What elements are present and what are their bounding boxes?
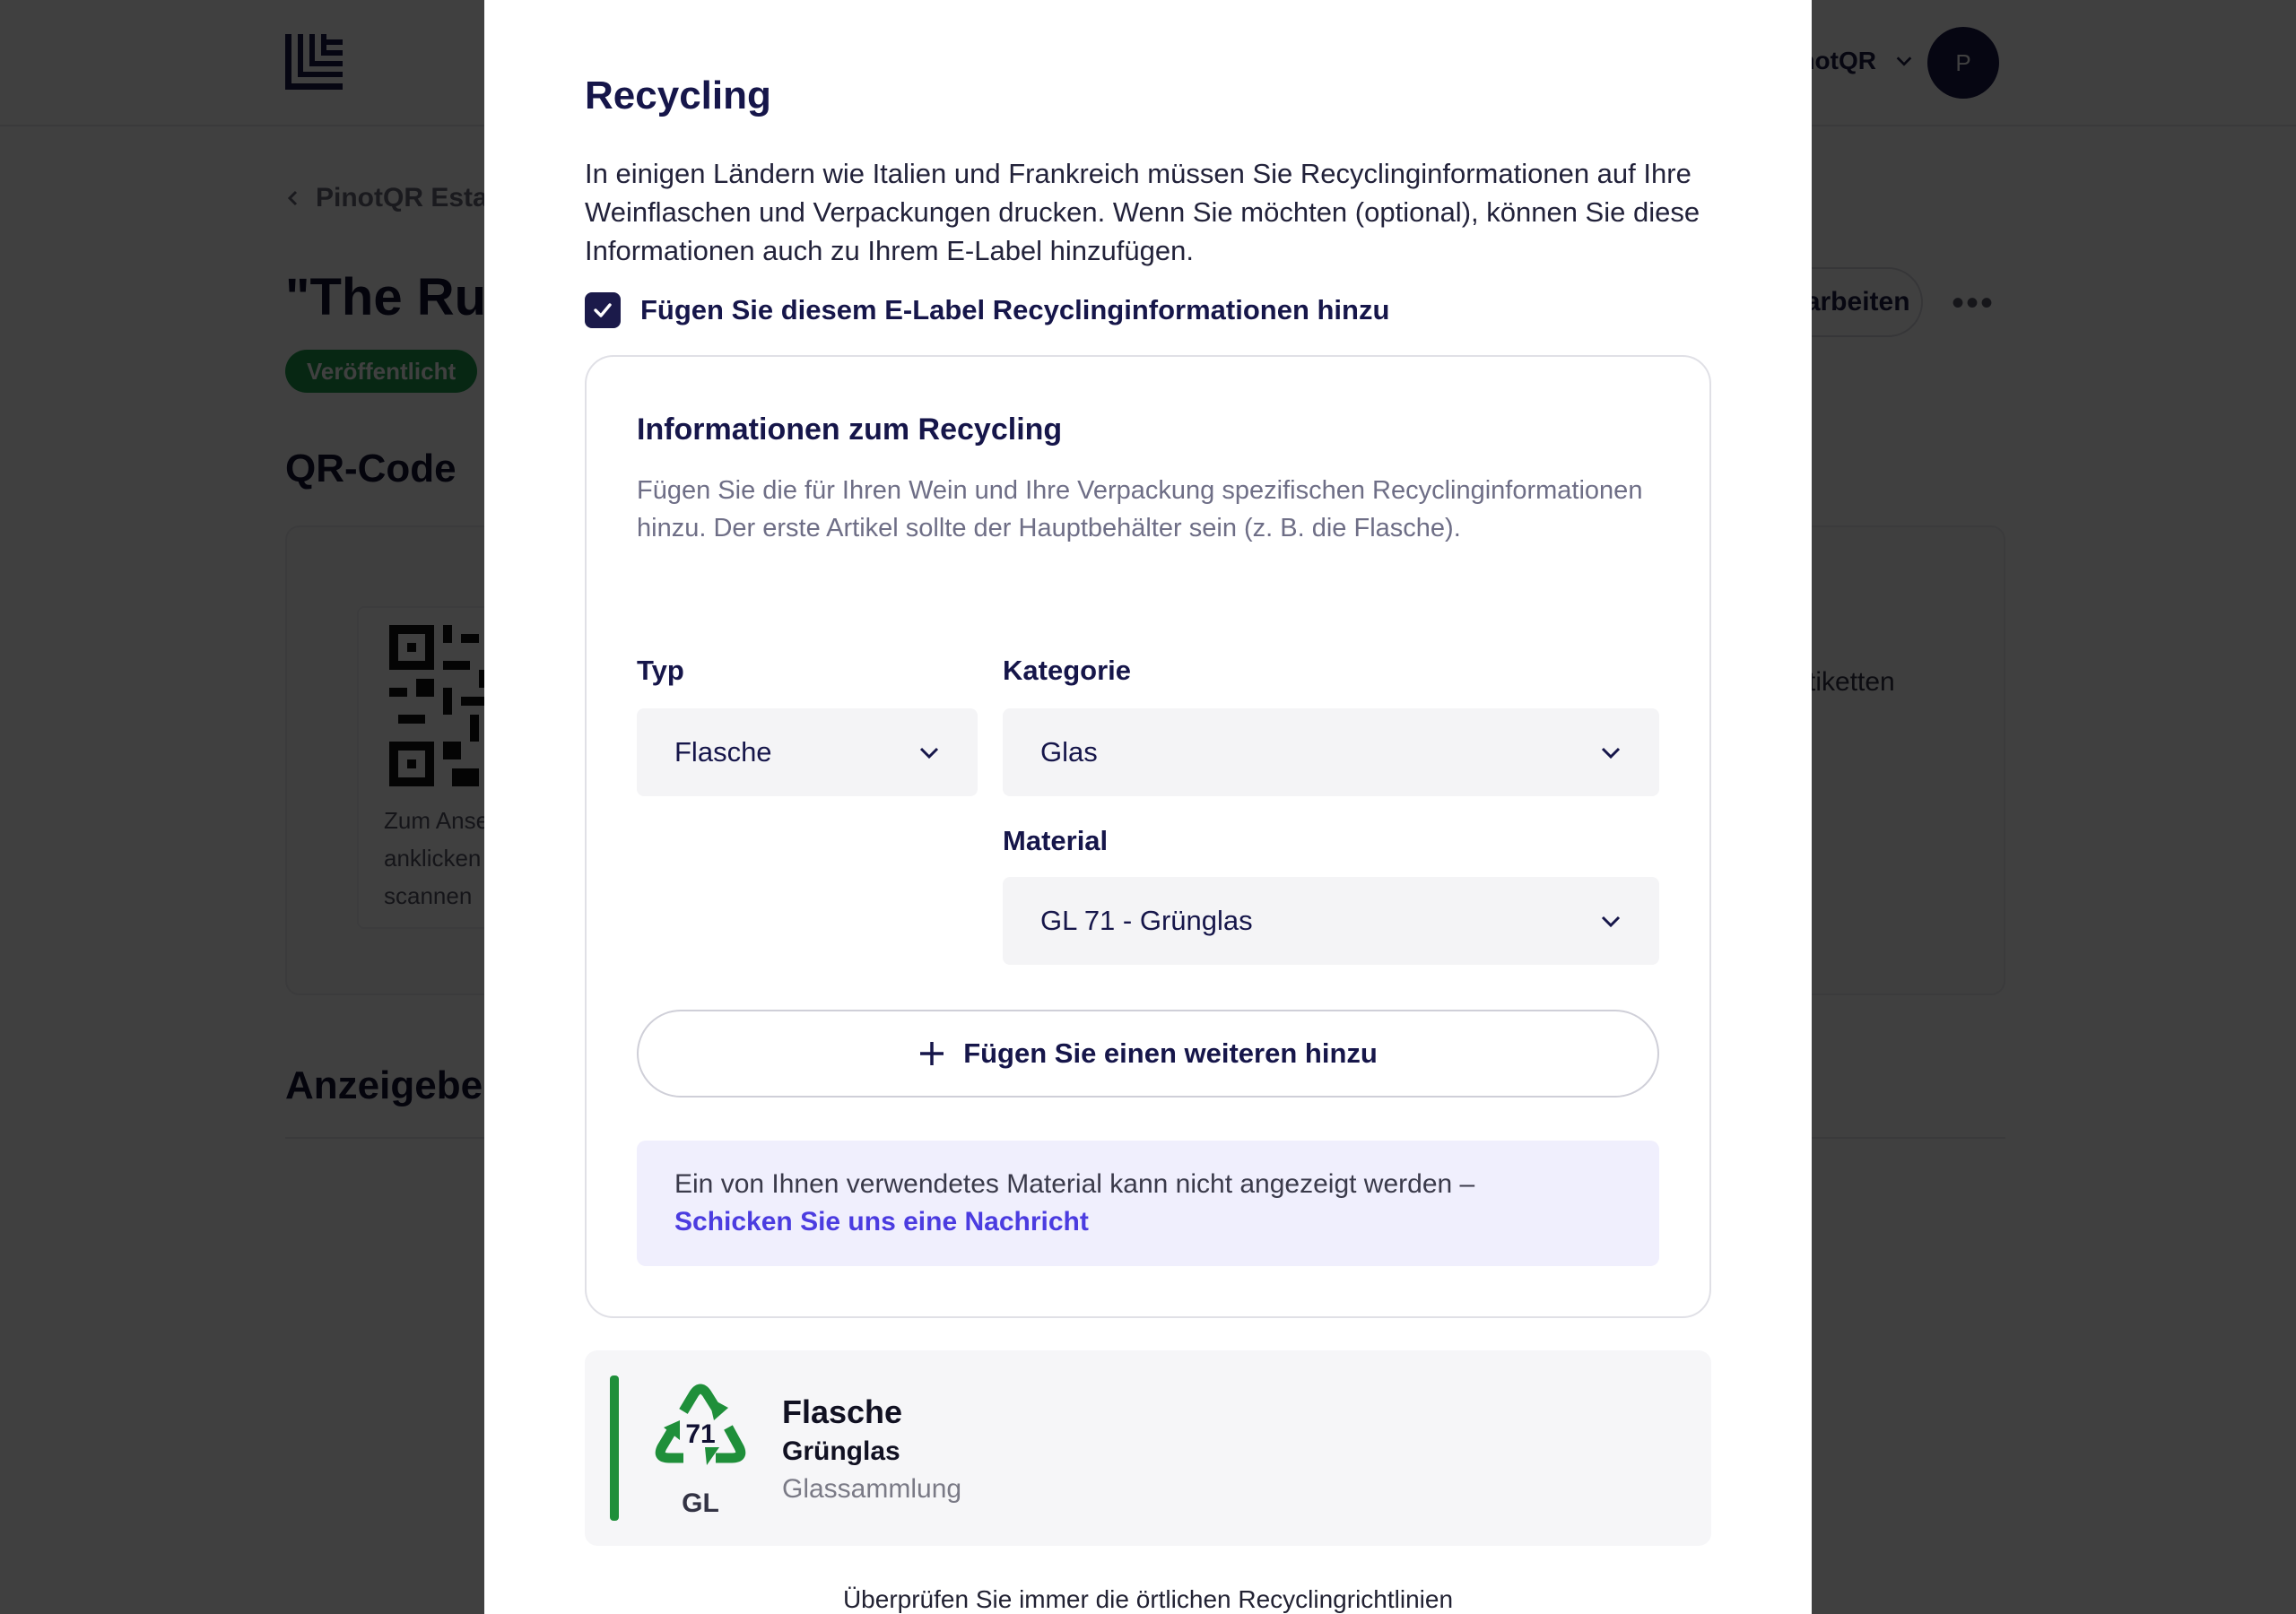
add-recycling-checkbox-row[interactable] [585, 292, 1389, 328]
recycling-guidelines-note: Überprüfen Sie immer die örtlichen Recyclingrichtlinien [842, 1585, 1454, 1613]
category-select-value: Glas [1040, 736, 1098, 768]
contact-us-link[interactable]: Schicken Sie uns eine Nachricht [674, 1207, 1089, 1237]
category-label: Kategorie [1003, 655, 1131, 686]
material-select-value: GL 71 - Grünglas [1040, 905, 1253, 936]
preview-material: Grünglas [782, 1436, 900, 1466]
chevron-down-icon [1598, 740, 1623, 765]
type-select-value: Flasche [674, 736, 772, 768]
chevron-down-icon [1598, 908, 1623, 933]
add-another-button[interactable] [637, 1010, 1659, 1098]
preview-collection: Glassammlung [782, 1474, 962, 1504]
section-description: Fügen Sie die für Ihren Wein und Ihre Verpackung spezifischen Recyclinginformationen hinzu. Der erste Artikel sollte der Hauptbehälter sein (z. B. die Flasche). [637, 476, 1643, 542]
preview-accent-bar [610, 1375, 619, 1521]
recycling-symbol-icon [642, 1375, 759, 1523]
modal-description: In einigen Ländern wie Italien und Frankreich müssen Sie Recyclinginformationen auf Ihre Weinflaschen und Verpackungen drucken. Wenn Sie möchten (optional), können Sie diese Informationen auch zu Ihrem E-Label hinzufügen. [585, 158, 1700, 266]
type-label: Typ [637, 655, 684, 686]
material-label: Material [1003, 825, 1109, 856]
preview-type: Flasche [782, 1393, 903, 1430]
notice-text: Ein von Ihnen verwendetes Material kann nicht angezeigt werden – [674, 1169, 1475, 1199]
checkmark-icon [591, 299, 614, 322]
modal-title: Recycling [585, 74, 771, 117]
recycling-preview-card [585, 1350, 1711, 1546]
add-recycling-checkbox[interactable] [585, 292, 621, 328]
category-select[interactable] [1003, 708, 1659, 796]
material-select[interactable] [1003, 877, 1659, 965]
add-recycling-checkbox-label[interactable]: Fügen Sie diesem E-Label Recyclinginformationen hinzu [640, 294, 1390, 325]
material-notice [637, 1141, 1659, 1266]
plus-icon [918, 1040, 945, 1067]
type-select[interactable] [637, 708, 978, 796]
add-another-label: Fügen Sie einen weiteren hinzu [963, 1037, 1378, 1069]
section-title: Informationen zum Recycling [637, 412, 1063, 447]
recycling-modal [484, 0, 1812, 1614]
recycling-symbol-number: 71 [685, 1419, 716, 1449]
chevron-down-icon [917, 740, 942, 765]
recycling-symbol-code: GL [682, 1488, 719, 1518]
